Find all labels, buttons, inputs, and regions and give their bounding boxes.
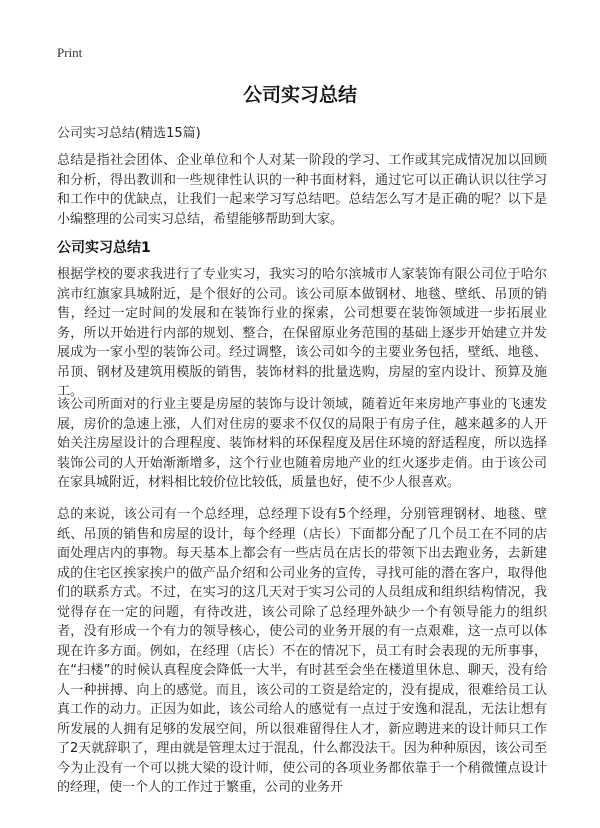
print-link[interactable]: Print xyxy=(57,45,83,60)
section-heading: 公司实习总结1 xyxy=(57,240,151,256)
intro-paragraph: 总结是指社会团体、企业单位和个人对某一阶段的学习、工作或其完成情况加以回顾和分析，得出教训和一些规律性认识的一种书面材料，通过它可以正确认识以往学习和工作中的优缺点，让我们一起来学习写总结吧。总结怎么写才是正确的呢？以下是小编整理的公司实习总结，希望能够帮助到大家。 xyxy=(57,153,547,227)
body-paragraph-2: 该公司所面对的行业主要是房屋的装饰与设计领域，随着近年来房地产事业的飞速发展，房价的急速上涨，人们对住房的要求不仅仅的局限于有房子住，越来越多的人开始关注房屋设计的合理程度、装饰材料的环保程度及居住环境的舒适程度，所以选择装饰公司的人开始渐渐增多，这个行业也随着房地产业的红火逐步走俏。由于该公司在家具城附近，材料相比较价位比较低，质量也好，使不少人很喜欢。 xyxy=(57,397,547,490)
page-title: 公司实习总结 xyxy=(242,84,357,106)
body-paragraph-3: 总的来说，该公司有一个总经理，总经理下设有5个经理，分别管理钢材、地毯、壁纸、吊顶的销售和房屋的设计，每个经理（店长）下面都分配了几个员工在不同的店面处理店内的事物。每天基本上都会有一些店员在店长的带领下出去跑业务，去新建成的住宅区挨家挨户的做产品介绍和公司业务的宣传，寻找可能的潜在客户，取得他们的联系方式。不过，在实习的这几天对于实习公司的人员组成和组织结构情况，我觉得存在一定的问题，有待改进，该公司除了总经理外缺少一个有领导能力的组织者，没有形成一个有力的领导核心，使公司的业务开展的有一点艰难，这一点可以体现在许多方面。例如，在经理（店长）不在的情况下，员工有时会表现的无所事事，在“扫楼”的时候认真程度会降低一大半，有时甚至会坐在楼道里休息、聊天，没有给人一种拼搏、向上的感觉。而且，该公司的工资是给定的，没有提成，很难给员工认真工作的动力。正因为如此，该公司给人的感觉有一点过于安逸和混乱，无法让想有所发展的人拥有足够的发展空间，所以很难留得住人才，新应聘进来的设计师只工作了2天就辞职了，理由就是管理太过于混乱，什么都没法干。因为种种原因，该公司至今为止没有一个可以挑大梁的设计师，使公司的各项业务都依靠于一个稍微懂点设计的经理，使一个人的工作过于繁重，公司的业务开 xyxy=(57,507,547,795)
body-paragraph-1: 根据学校的要求我进行了专业实习，我实习的哈尔滨城市人家装饰有限公司位于哈尔滨市红旗家具城附近，是个很好的公司。该公司原本做钢材、地毯、壁纸、吊顶的销售，经过一定时间的发展和在装饰行业的探索，公司想要在装饰领域进一步拓展业务，所以开始进行内部的规划、整合，在保留原业务范围的基础上逐步开始建立并发展成为一家小型的装饰公司。经过调整，该公司如今的主要业务包括，壁纸、地毯、吊顶、钢材及建筑用模版的销售，装饰材料的批量选购，房屋的室内设计、预算及施工。 xyxy=(57,267,547,399)
subtitle: 公司实习总结(精选15篇) xyxy=(57,126,201,141)
